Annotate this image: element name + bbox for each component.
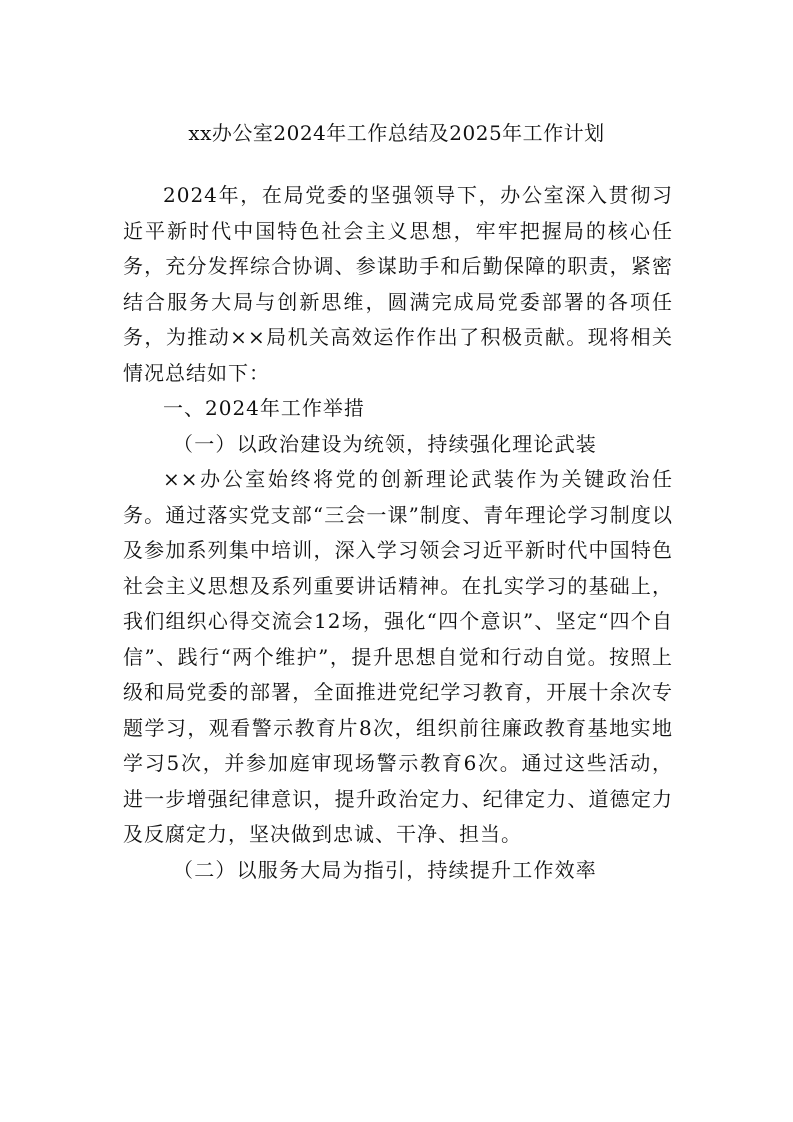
subsection-heading-1: （一）以政治建设为统领，持续强化理论武装	[173, 431, 597, 456]
document-title: xx办公室2024年工作总结及2025年工作计划	[188, 121, 605, 145]
subsection-1-paragraph: ××办公室始终将党的创新理论武装作为关键政治任务。通过落实党支部“三会一课”制度、青年理论学习制度以及参加系列集中培训，深入学习领会习近平新时代中国特色社会主义思想及系列重要讲话精神。在扎实学习的基础上，我们组织心得交流会12场，强化“四个意识”、坚定“四个自信”、践行“两个维护”，提升思想自觉和行动自觉。按照上级和局党委的部署，全面推进党纪学习教育，开展十余次专题学习，观看警示教育片8次，组织前往廉政教育基地实地学习5次，并参加庭审现场警示教育6次。通过这些活动，进一步增强纪律意识，提升政治定力、纪律定力、道德定力及反腐定力，坚决做到忠诚、干净、担当。	[123, 467, 673, 846]
intro-paragraph: 2024年，在局党委的坚强领导下，办公室深入贯彻习近平新时代中国特色社会主义思想，牢牢把握局的核心任务，充分发挥综合协调、参谋助手和后勤保障的职责，紧密结合服务大局与创新思维，圆满完成局党委部署的各项任务，为推动××局机关高效运作作出了积极贡献。现将相关情况总结如下：	[123, 183, 673, 385]
subsection-heading-2: （二）以服务大局为指引，持续提升工作效率	[173, 857, 597, 882]
section-heading-1: 一、2024年工作举措	[163, 396, 365, 420]
document-body	[123, 178, 673, 888]
